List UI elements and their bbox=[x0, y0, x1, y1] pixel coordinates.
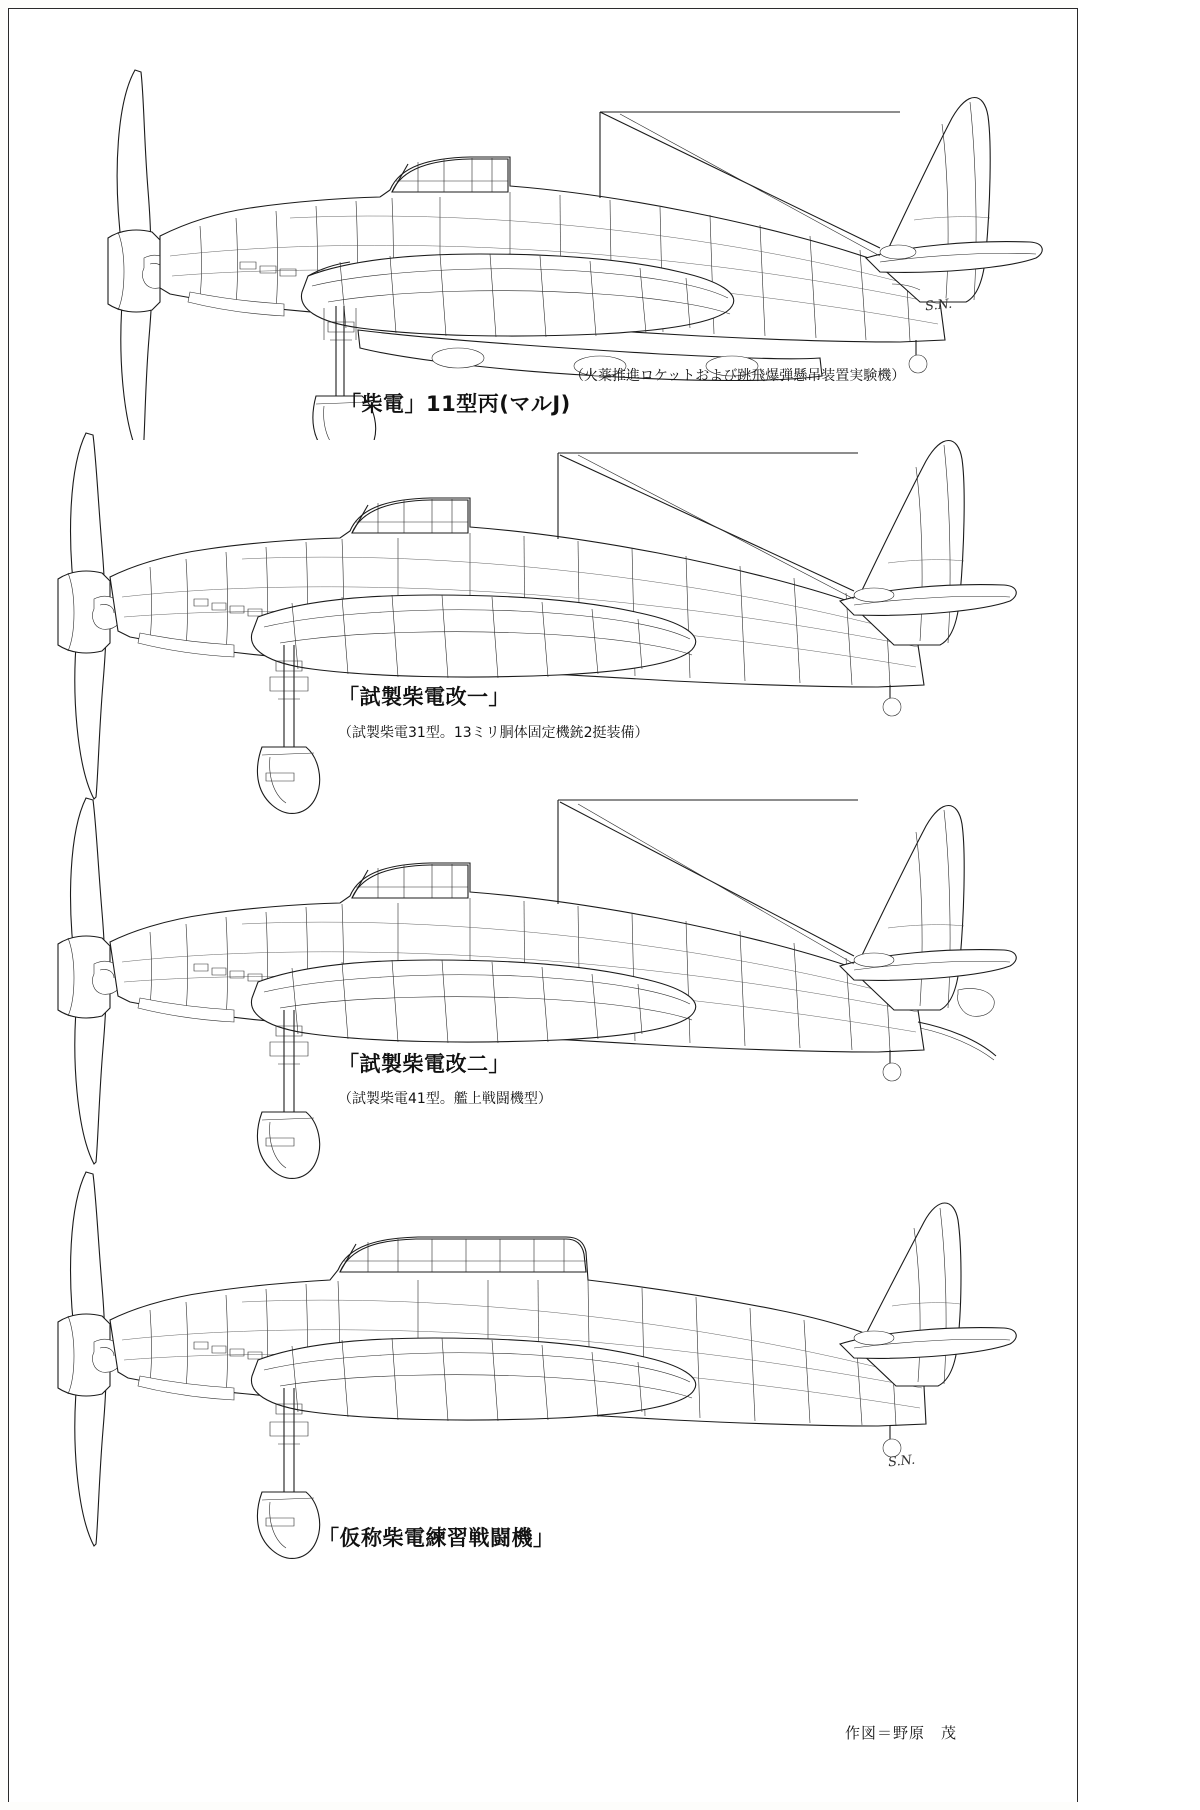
aircraft-plate-4 bbox=[18, 1130, 1058, 1570]
plate-3-subtitle: （試製柴電41型。艦上戦闘機型） bbox=[338, 1091, 552, 1107]
artist-credit: 作図＝野原 茂 bbox=[845, 1724, 958, 1742]
aircraft-side-view-drawing-3 bbox=[18, 760, 1058, 1180]
plate-3-title: 「試製柴電改二」 bbox=[338, 1052, 510, 1076]
plate-4-signature: S.N. bbox=[887, 1452, 916, 1471]
aircraft-side-view-drawing-2 bbox=[18, 395, 1058, 815]
aircraft-side-view-drawing-4 bbox=[18, 1130, 1058, 1570]
plate-2-subtitle: （試製柴電31型。13ミリ胴体固定機銃2挺装備） bbox=[338, 725, 649, 741]
plate-2-title: 「試製柴電改一」 bbox=[338, 685, 510, 709]
page-right-margin bbox=[1078, 0, 1200, 1810]
plate-1-title: 「柴電」11型丙(マルJ) bbox=[340, 392, 571, 416]
aircraft-plate-1 bbox=[40, 40, 1060, 440]
aircraft-plate-2 bbox=[18, 395, 1058, 815]
aircraft-side-view-drawing-1 bbox=[40, 40, 1060, 440]
plate-4-title: 「仮称柴電練習戦闘機」 bbox=[318, 1526, 555, 1550]
plate-1-subtitle: （火薬推進ロケットおよび跳飛爆弾懸吊装置実験機） bbox=[570, 368, 906, 384]
plate-1-signature: S.N. bbox=[924, 296, 953, 315]
aircraft-plate-3 bbox=[18, 760, 1058, 1180]
